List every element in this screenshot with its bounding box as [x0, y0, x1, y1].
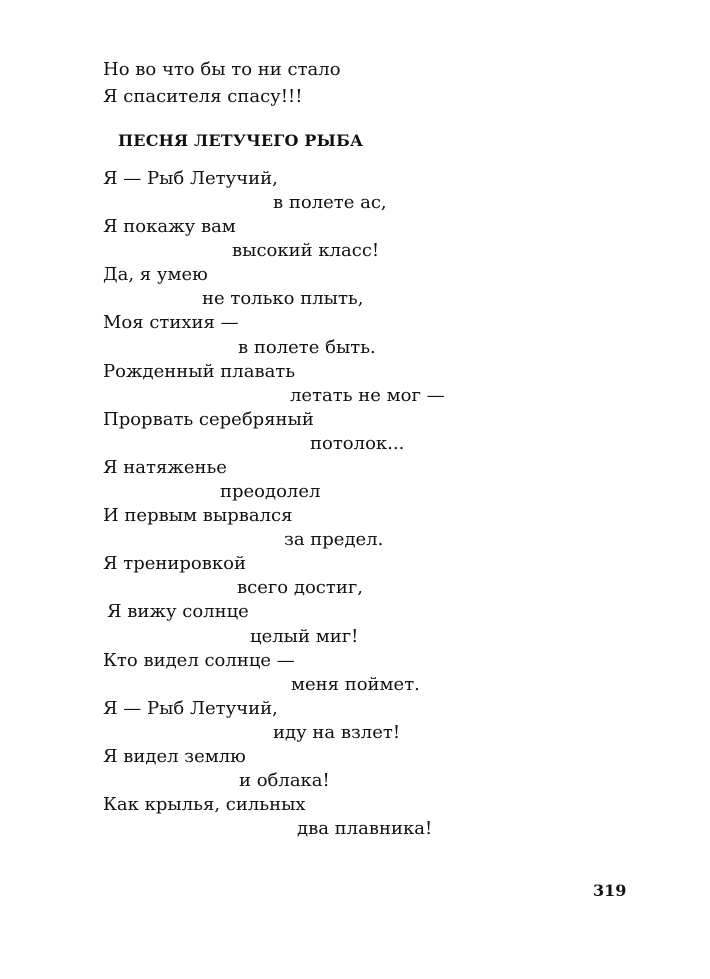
- poem-line: в полете быть.: [238, 337, 376, 358]
- poem-line: И первым вырвался: [103, 505, 293, 526]
- poem-line: целый миг!: [250, 626, 359, 647]
- poem-line: Как крылья, сильных: [103, 794, 306, 815]
- poem-line: меня поймет.: [291, 674, 420, 695]
- poem-line: за предел.: [284, 529, 384, 550]
- poem-line: Моя стихия —: [103, 312, 239, 333]
- poem-line: два плавника!: [297, 818, 433, 839]
- poem-line: не только плыть,: [202, 288, 364, 309]
- poem-line: потолок...: [310, 433, 405, 454]
- poem-line: высокий класс!: [232, 240, 380, 261]
- intro-line-1: Но во что бы то ни стало: [103, 59, 341, 80]
- poem-line: Я тренировкой: [103, 553, 246, 574]
- poem-line: Рожденный плавать: [103, 361, 296, 382]
- poem-line: Я видел землю: [103, 746, 246, 767]
- poem-line: Я — Рыб Летучий,: [103, 168, 278, 189]
- poem-line: Да, я умею: [103, 264, 208, 285]
- poem-line: Я вижу солнце: [107, 601, 249, 622]
- poem-line: Я натяженье: [103, 457, 227, 478]
- poem-line: Прорвать серебряный: [103, 409, 314, 430]
- poem-line: всего достиг,: [237, 577, 363, 598]
- poem-line: и облака!: [239, 770, 330, 791]
- poem-line: в полете ас,: [273, 192, 387, 213]
- poem-line: иду на взлет!: [273, 722, 401, 743]
- page-number: 319: [593, 881, 627, 900]
- poem-line: преодолел: [220, 481, 321, 502]
- intro-line-2: Я спасителя спасу!!!: [103, 86, 303, 107]
- song-title: ПЕСНЯ ЛЕТУЧЕГО РЫБА: [118, 131, 364, 150]
- poem-line: Я — Рыб Летучий,: [103, 698, 278, 719]
- poem-line: Я покажу вам: [103, 216, 236, 237]
- poem-line: летать не мог —: [290, 385, 445, 406]
- poem-line: Кто видел солнце —: [103, 650, 295, 671]
